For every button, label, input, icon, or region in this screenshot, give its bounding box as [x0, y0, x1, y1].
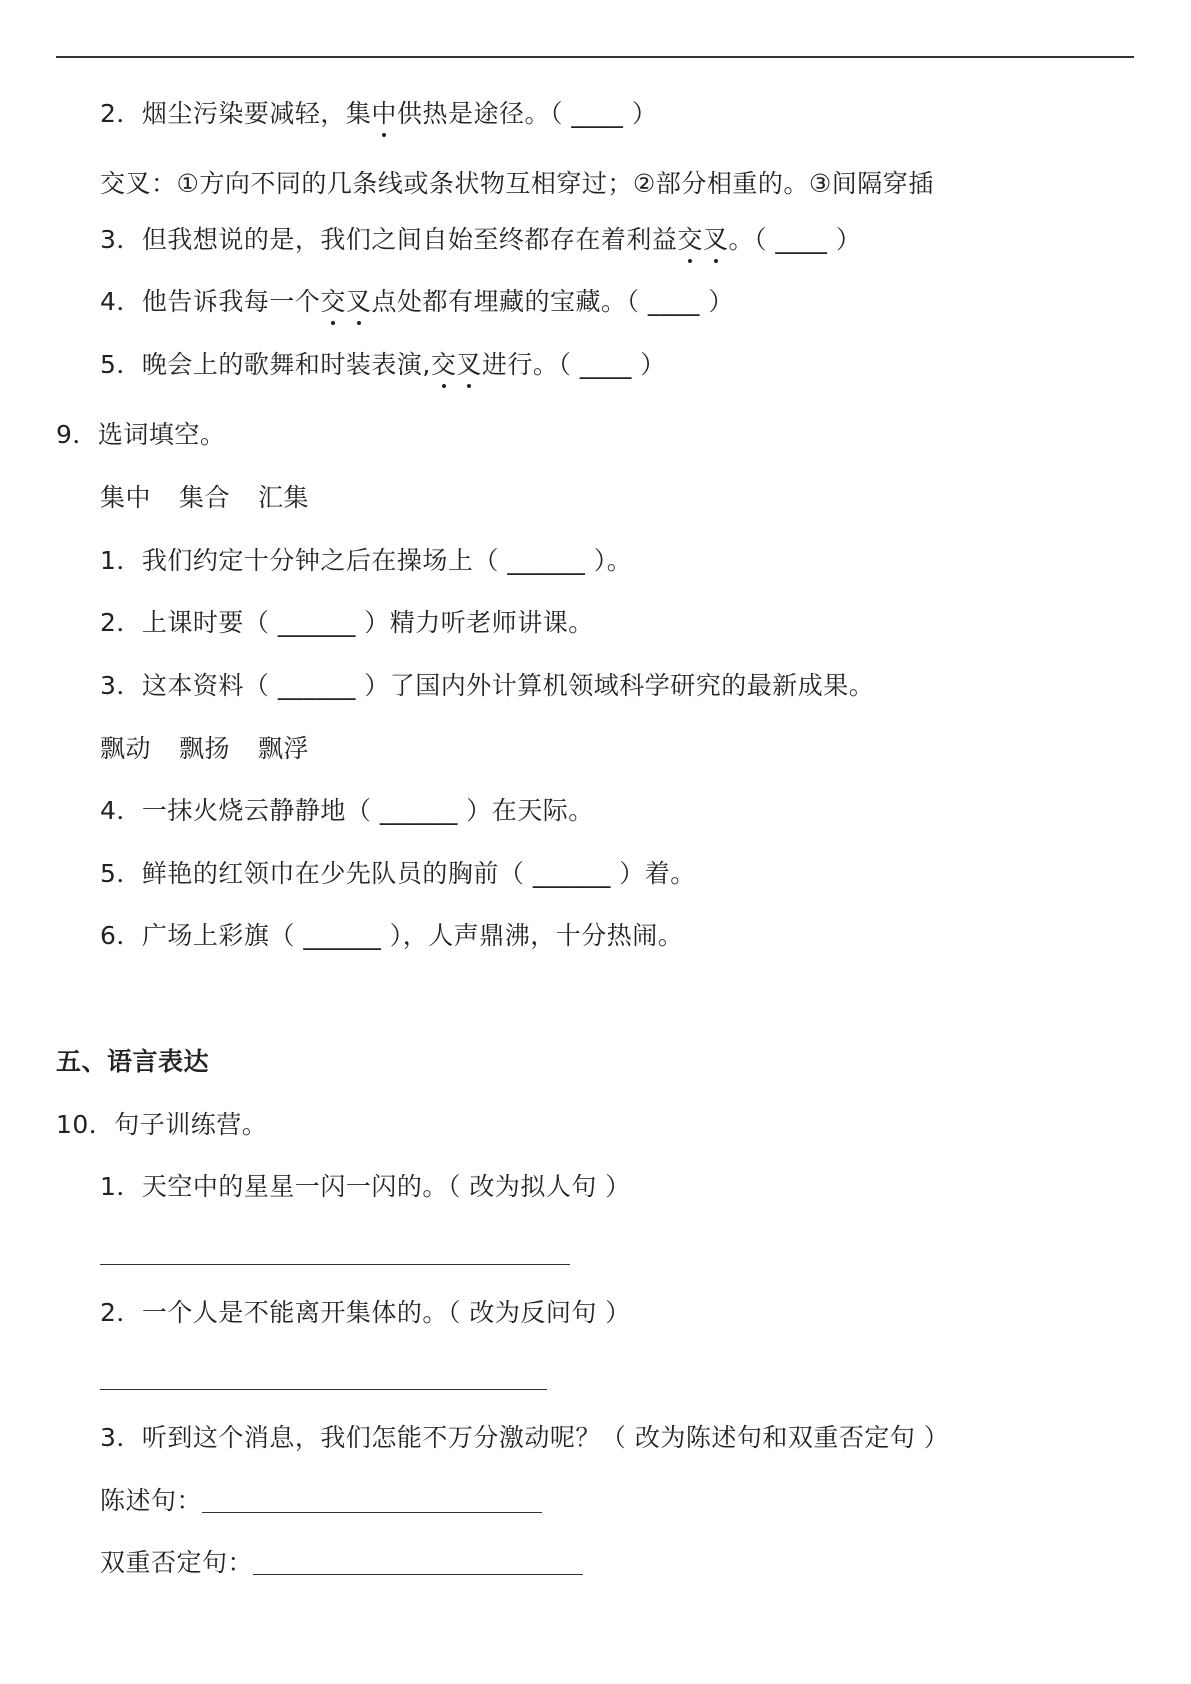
q8-s4-text-end: 点处都有埋藏的宝藏。（ ____ ）	[371, 287, 734, 316]
q8-sentence-5	[100, 347, 666, 383]
answer-line-2[interactable]	[100, 1389, 547, 1390]
word-option: 集中	[100, 483, 152, 512]
statement-answer-line[interactable]	[202, 1486, 542, 1513]
word-option: 飘动	[100, 734, 152, 763]
q8-s3-dotted-char-1: 交	[677, 222, 703, 258]
q9-item-5: 5．鲜艳的红领巾在少先队员的胸前（ ______ ）着。	[100, 859, 696, 888]
word-option: 集合	[179, 483, 231, 512]
q8-s2-text: 2．烟尘污染要减轻，集	[100, 99, 372, 128]
q9-word-options-2	[100, 731, 337, 767]
q8-sentence-2	[100, 96, 657, 132]
statement-label: 陈述句：	[100, 1486, 203, 1515]
section-heading: 五、语言表达	[56, 1047, 210, 1076]
q8-s3-text: 3．但我想说的是，我们之间自始至终都存在着利益	[100, 225, 678, 254]
q8-s5-text: 5．晚会上的歌舞和时装表演,	[100, 350, 431, 379]
double-negative-label: 双重否定句：	[100, 1548, 254, 1577]
answer-line-1[interactable]	[100, 1264, 570, 1265]
q8-sentence-3	[100, 222, 861, 258]
q8-sentence-4	[100, 284, 734, 320]
q10-sentence-2: 2．一个人是不能离开集体的。（ 改为反问句 ）	[100, 1298, 631, 1327]
q9-item-3: 3．这本资料（ ______ ）了国内外计算机领域科学研究的最新成果。	[100, 671, 875, 700]
q10-title: 10．句子训练营。	[56, 1110, 268, 1139]
q10-sentence-3: 3．听到这个消息，我们怎能不万分激动呢？（ 改为陈述句和双重否定句 ）	[100, 1423, 950, 1452]
statement-row	[100, 1483, 542, 1519]
q9-word-options-1	[100, 480, 337, 516]
q8-s5-dotted-char-2: 叉	[456, 347, 482, 383]
q9-item-1: 1．我们约定十分钟之后在操场上（ ______ ）。	[100, 546, 633, 575]
q8-s4-dotted-char-2: 叉	[346, 284, 372, 320]
q9-item-4: 4．一抹火烧云静静地（ ______ ）在天际。	[100, 796, 594, 825]
q8-s4-text: 4．他告诉我每一个	[100, 287, 321, 316]
q8-definition: 交叉：①方向不同的几条线或条状物互相穿过；②部分相重的。③间隔穿插	[100, 169, 934, 198]
q10-sentence-1: 1．天空中的星星一闪一闪的。（ 改为拟人句 ）	[100, 1172, 631, 1201]
q9-title: 9．选词填空。	[56, 420, 226, 449]
q8-s2-text-end: 供热是途径。（ ____ ）	[396, 99, 658, 128]
q8-s3-text-end: 。（ ____ ）	[728, 225, 862, 254]
q9-item-6: 6．广场上彩旗（ ______ ），人声鼎沸，十分热闹。	[100, 921, 684, 950]
q8-s5-text-end: 进行。（ ____ ）	[481, 350, 666, 379]
word-option: 飘浮	[258, 734, 310, 763]
word-option: 汇集	[258, 483, 310, 512]
q8-s5-dotted-char-1: 交	[431, 347, 457, 383]
q8-s4-dotted-char-1: 交	[320, 284, 346, 320]
q9-item-2: 2．上课时要（ ______ ）精力听老师讲课。	[100, 608, 594, 637]
double-negative-row	[100, 1545, 583, 1581]
top-rule	[56, 56, 1134, 58]
q8-s2-dotted-char: 中	[371, 96, 397, 132]
q8-s3-dotted-char-2: 叉	[703, 222, 729, 258]
word-option: 飘扬	[179, 734, 231, 763]
double-negative-answer-line[interactable]	[253, 1548, 583, 1575]
